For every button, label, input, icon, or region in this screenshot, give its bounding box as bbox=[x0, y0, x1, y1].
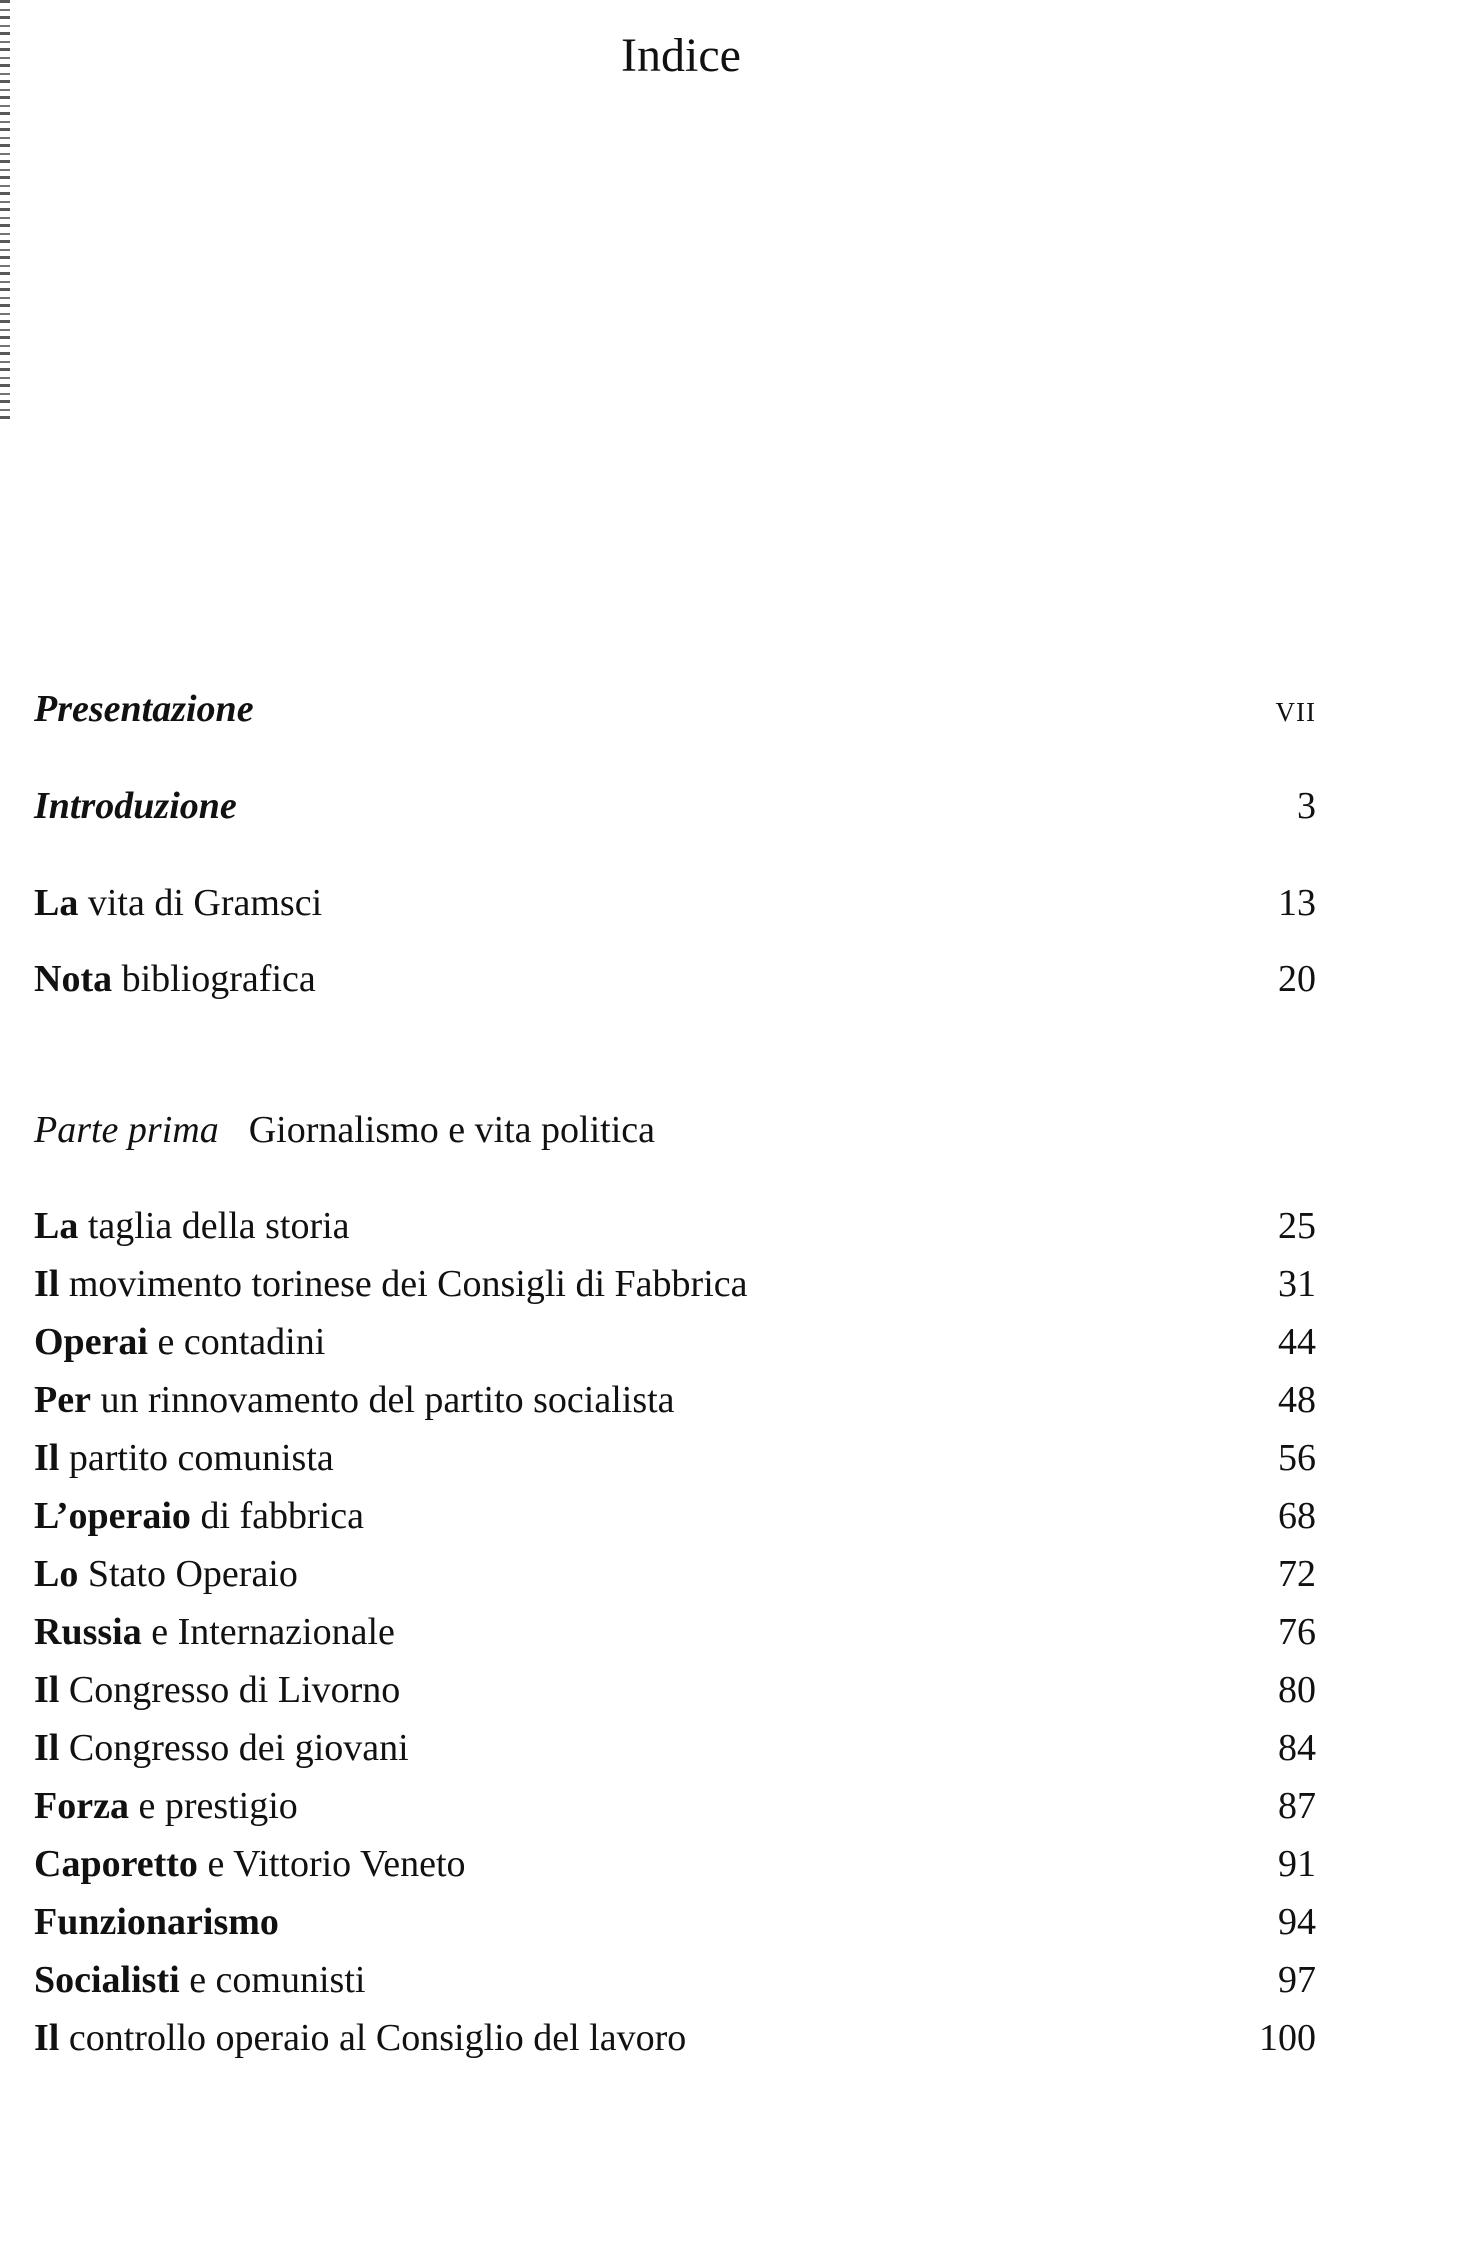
toc-entry[interactable] bbox=[34, 1671, 1316, 1709]
toc-entry-label: Il Congresso dei giovani bbox=[34, 1727, 409, 1769]
toc-entry-label: Il Congresso di Livorno bbox=[34, 1669, 401, 1711]
toc-entry-label: Russia e Internazionale bbox=[34, 1611, 395, 1653]
part-title: Giornalismo e vita politica bbox=[248, 1109, 656, 1151]
toc-entry-label: Presentazione bbox=[34, 688, 254, 730]
toc-entry-label: La vita di Gramsci bbox=[34, 882, 323, 924]
toc-entry-page: 87 bbox=[1278, 1785, 1316, 1827]
toc-entry[interactable] bbox=[34, 1439, 1316, 1477]
toc-entry-page: 31 bbox=[1278, 1263, 1316, 1305]
toc-entry[interactable] bbox=[34, 1729, 1316, 1767]
toc-entry[interactable] bbox=[34, 1845, 1316, 1883]
toc-entry-vita-di-gramsci[interactable] bbox=[34, 884, 1316, 922]
toc-entry[interactable] bbox=[34, 1323, 1316, 1361]
toc-entry[interactable] bbox=[34, 1497, 1316, 1535]
toc-entry-page: 48 bbox=[1278, 1379, 1316, 1421]
toc-entry-label: Funzionarismo bbox=[34, 1901, 279, 1943]
toc-entry-page: vii bbox=[1275, 688, 1316, 730]
toc-entry-label: Il controllo operaio al Consiglio del lavoro bbox=[34, 2017, 687, 2059]
toc-entry-page: 94 bbox=[1278, 1901, 1316, 1943]
toc-entry-label: Il partito comunista bbox=[34, 1437, 334, 1479]
toc-entry-label: Caporetto e Vittorio Veneto bbox=[34, 1843, 466, 1885]
toc-entry-page: 13 bbox=[1278, 882, 1316, 924]
toc-entry[interactable] bbox=[34, 1613, 1316, 1651]
part-number: Parte prima bbox=[34, 1109, 219, 1151]
part-heading bbox=[34, 1108, 655, 1152]
toc-entry-label: L’operaio di fabbrica bbox=[34, 1495, 364, 1537]
toc-entry-presentazione[interactable] bbox=[34, 690, 1316, 728]
page-title: Indice bbox=[621, 29, 741, 82]
toc-entry-label: La taglia della storia bbox=[34, 1205, 350, 1247]
toc-entry-label: Operai e contadini bbox=[34, 1321, 326, 1363]
toc-entry-page: 20 bbox=[1278, 958, 1316, 1000]
toc-entry-page: 80 bbox=[1278, 1669, 1316, 1711]
toc-entry[interactable] bbox=[34, 1381, 1316, 1419]
toc-entry-page: 72 bbox=[1278, 1553, 1316, 1595]
toc-entry-page: 44 bbox=[1278, 1321, 1316, 1363]
toc-entry[interactable] bbox=[34, 1207, 1316, 1245]
toc-entry-page: 68 bbox=[1278, 1495, 1316, 1537]
toc-entry-page: 56 bbox=[1278, 1437, 1316, 1479]
toc-entry-label: Per un rinnovamento del partito socialista bbox=[34, 1379, 675, 1421]
toc-entry-label: Introduzione bbox=[34, 785, 237, 827]
toc-entry-label: Forza e prestigio bbox=[34, 1785, 298, 1827]
toc-entry-introduzione[interactable] bbox=[34, 787, 1316, 825]
toc-entry-label: Lo Stato Operaio bbox=[34, 1553, 298, 1595]
toc-entry[interactable] bbox=[34, 2019, 1316, 2057]
toc-entry[interactable] bbox=[34, 1555, 1316, 1593]
toc-entry-page: 91 bbox=[1278, 1843, 1316, 1885]
toc-entry-label: Il movimento torinese dei Consigli di Fabbrica bbox=[34, 1263, 748, 1305]
toc-entry-page: 25 bbox=[1278, 1205, 1316, 1247]
toc-entry-page: 76 bbox=[1278, 1611, 1316, 1653]
toc-entry-page: 100 bbox=[1259, 2017, 1316, 2059]
toc-entry[interactable] bbox=[34, 1961, 1316, 1999]
toc-entry-label: Nota bibliografica bbox=[34, 958, 316, 1000]
toc-entry-page: 84 bbox=[1278, 1727, 1316, 1769]
toc-entry-page: 97 bbox=[1278, 1959, 1316, 2001]
toc-entry-label: Socialisti e comunisti bbox=[34, 1959, 366, 2001]
toc-entry[interactable] bbox=[34, 1787, 1316, 1825]
toc-entry[interactable] bbox=[34, 1265, 1316, 1303]
toc-entry-page: 3 bbox=[1297, 785, 1316, 827]
toc-entry-nota-bibliografica[interactable] bbox=[34, 960, 1316, 998]
toc-entry[interactable] bbox=[34, 1903, 1316, 1941]
